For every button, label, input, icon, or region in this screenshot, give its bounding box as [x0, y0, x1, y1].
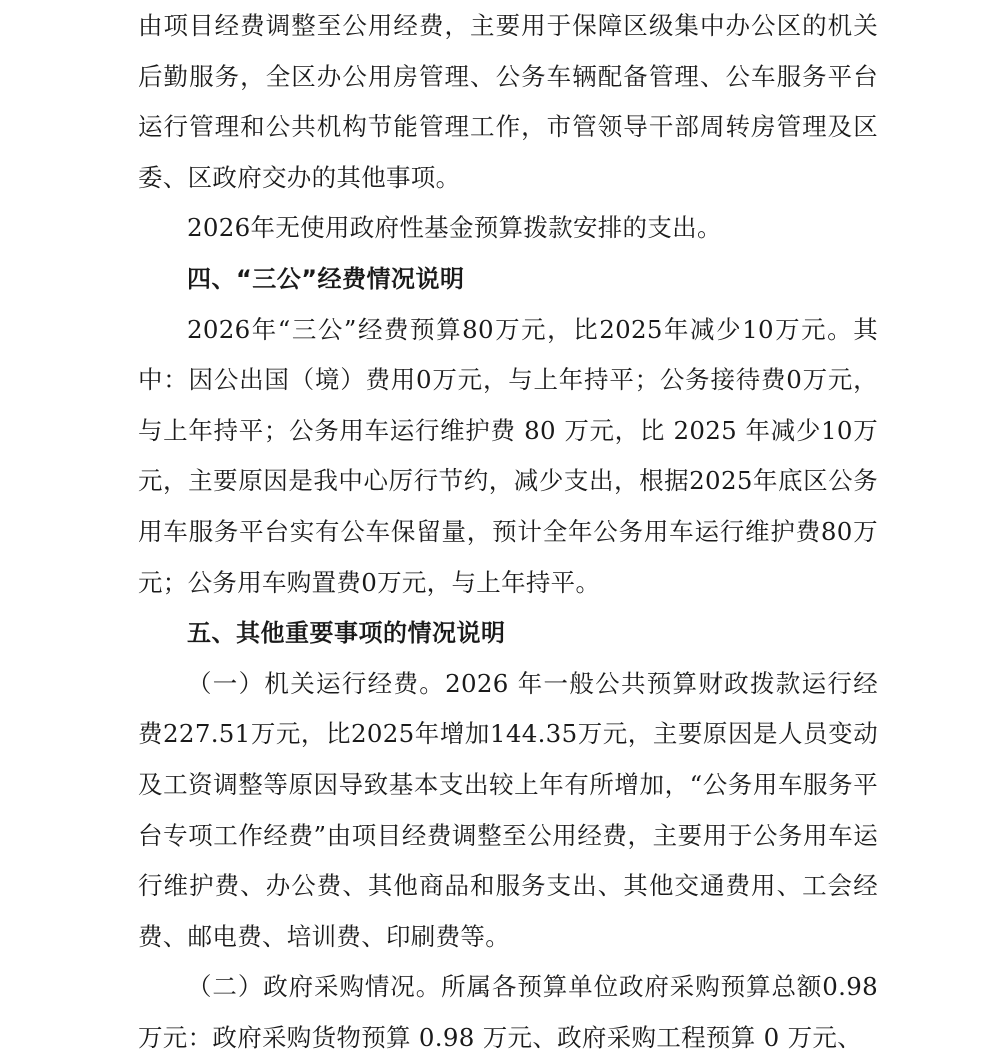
document-page — [138, 0, 878, 1063]
section-heading-three-public-expenses: 四、“三公”经费情况说明 — [187, 264, 465, 293]
section-heading-other-matters: 五、其他重要事项的情况说明 — [187, 619, 506, 648]
paragraph-procurement — [138, 962, 878, 1063]
paragraph-public-funds-continuation: 由项目经费调整至公用经费，主要用于保障区级集中办公区的机关后勤服务，全区办公用房管理、公务车辆配备管理、公车服务平台运行管理和公共机构节能管理工作，市管领导干部周转房管理及区委、区政府交办的其他事项。 — [138, 11, 878, 192]
subheading-operating-expenses: （一）机关运行经费。 — [187, 668, 446, 698]
subheading-procurement: （二）政府采购情况。 — [187, 972, 442, 1002]
operating-expenses-body: 2026 年一般公共预算财政拨款运行经费227.51万元，比2025年增加144.35万元，主要原因是人员变动及工资调整等原因导致基本支出较上年有所增加，“公务用车服务平台专项工作经费”由项目经费调整至公用经费，主要用于公务用车运行维护费、办公费、其他商品和服务支出、其他交通费用、工会经费、邮电费、培训费、印刷费等。 — [138, 668, 879, 951]
paragraph-operating-expenses — [138, 659, 878, 963]
procurement-body: 所属各预算单位政府采购预算总额0.98万元：政府采购货物预算 0.98 万元、政府采购工程预算 0 万元、 — [138, 972, 879, 1052]
paragraph-three-public-expenses: 2026年“三公”经费预算80万元，比2025年减少10万元。其中：因公出国（境）费用0万元，与上年持平；公务接待费0万元，与上年持平；公务用车运行维护费 80 万元，比 2025 年减少10万元，主要原因是我中心厉行节约，减少支出，根据2025年底区公务用车服务平台实有公车保留量，预计全年公务用车运行维护费80万元；公务用车购置费0万元，与上年持平。 — [138, 314, 878, 597]
paragraph-government-fund: 2026年无使用政府性基金预算拨款安排的支出。 — [187, 213, 722, 243]
